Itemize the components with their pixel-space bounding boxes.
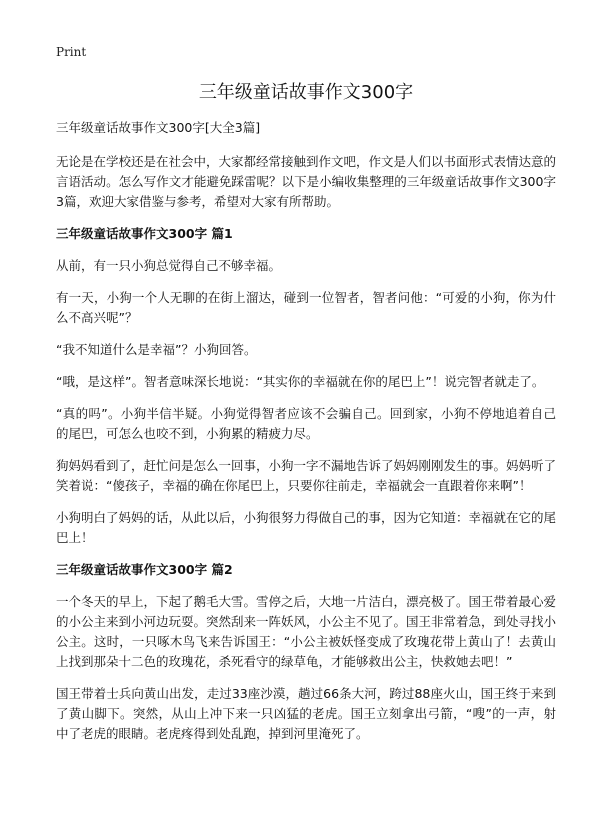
article-subtitle: 三年级童话故事作文300字[大全3篇] <box>56 120 261 135</box>
intro-paragraph: 无论是在学校还是在社会中，大家都经常接触到作文吧，作文是人们以书面形式表情达意的言语活动。怎么写作文才能避免踩雷呢？以下是小编收集整理的三年级童话故事作文300字3篇，欢迎大家借鉴与参考，希望对大家有所帮助。 <box>56 154 557 209</box>
paragraph: 一个冬天的早上，下起了鹅毛大雪。雪停之后，大地一片洁白，漂亮极了。国王带着最心爱的小公主来到小河边玩耍。突然刮来一阵妖风，小公主不见了。国王非常着急，到处寻找小公主。这时，一只啄木鸟飞来告诉国王：“小公主被妖怪变成了玫瑰花带上黄山了！去黄山上找到那朵十二色的玫瑰花，杀死看守的绿草龟，才能够救出公主，快救她去吧！” <box>56 594 557 669</box>
paragraph: 有一天，小狗一个人无聊的在街上溜达，碰到一位智者，智者问他：“可爱的小狗，你为什么不高兴呢”？ <box>56 290 556 325</box>
paragraph: 从前，有一只小狗总觉得自己不够幸福。 <box>56 258 282 273</box>
print-link[interactable]: Print <box>56 45 87 59</box>
paragraph: 狗妈妈看到了，赶忙问是怎么一回事，小狗一字不漏地告诉了妈妈刚刚发生的事。妈妈听了笑着说：“傻孩子，幸福的确在你尾巴上，只要你往前走，幸福就会一直跟着你来啊”！ <box>56 458 557 493</box>
article <box>56 80 556 756</box>
paragraph: “真的吗”。小狗半信半疑。小狗觉得智者应该不会骗自己。回到家，小狗不停地追着自己的尾巴，可怎么也咬不到，小狗累的精疲力尽。 <box>56 406 556 441</box>
paragraph: 小狗明白了妈妈的话，从此以后，小狗很努力得做自己的事，因为它知道：幸福就在它的尾巴上！ <box>56 510 557 545</box>
paragraph: “我不知道什么是幸福”？小狗回答。 <box>56 342 257 357</box>
paragraph: “哦，是这样”。智者意味深长地说：“其实你的幸福就在你的尾巴上”！说完智者就走了。 <box>56 374 545 389</box>
page-title: 三年级童话故事作文300字 <box>198 82 414 103</box>
section-heading-2: 三年级童话故事作文300字 篇2 <box>56 562 233 577</box>
paragraph: 国王带着士兵向黄山出发，走过33座沙漠，趟过66条大河，跨过88座火山，国王终于来到了黄山脚下。突然，从山上冲下来一只凶猛的老虎。国王立刻拿出弓箭，“嗖”的一声，射中了老虎的眼睛。老虎疼得到处乱跑，掉到河里淹死了。 <box>56 686 556 741</box>
section-heading-1: 三年级童话故事作文300字 篇1 <box>56 226 233 241</box>
